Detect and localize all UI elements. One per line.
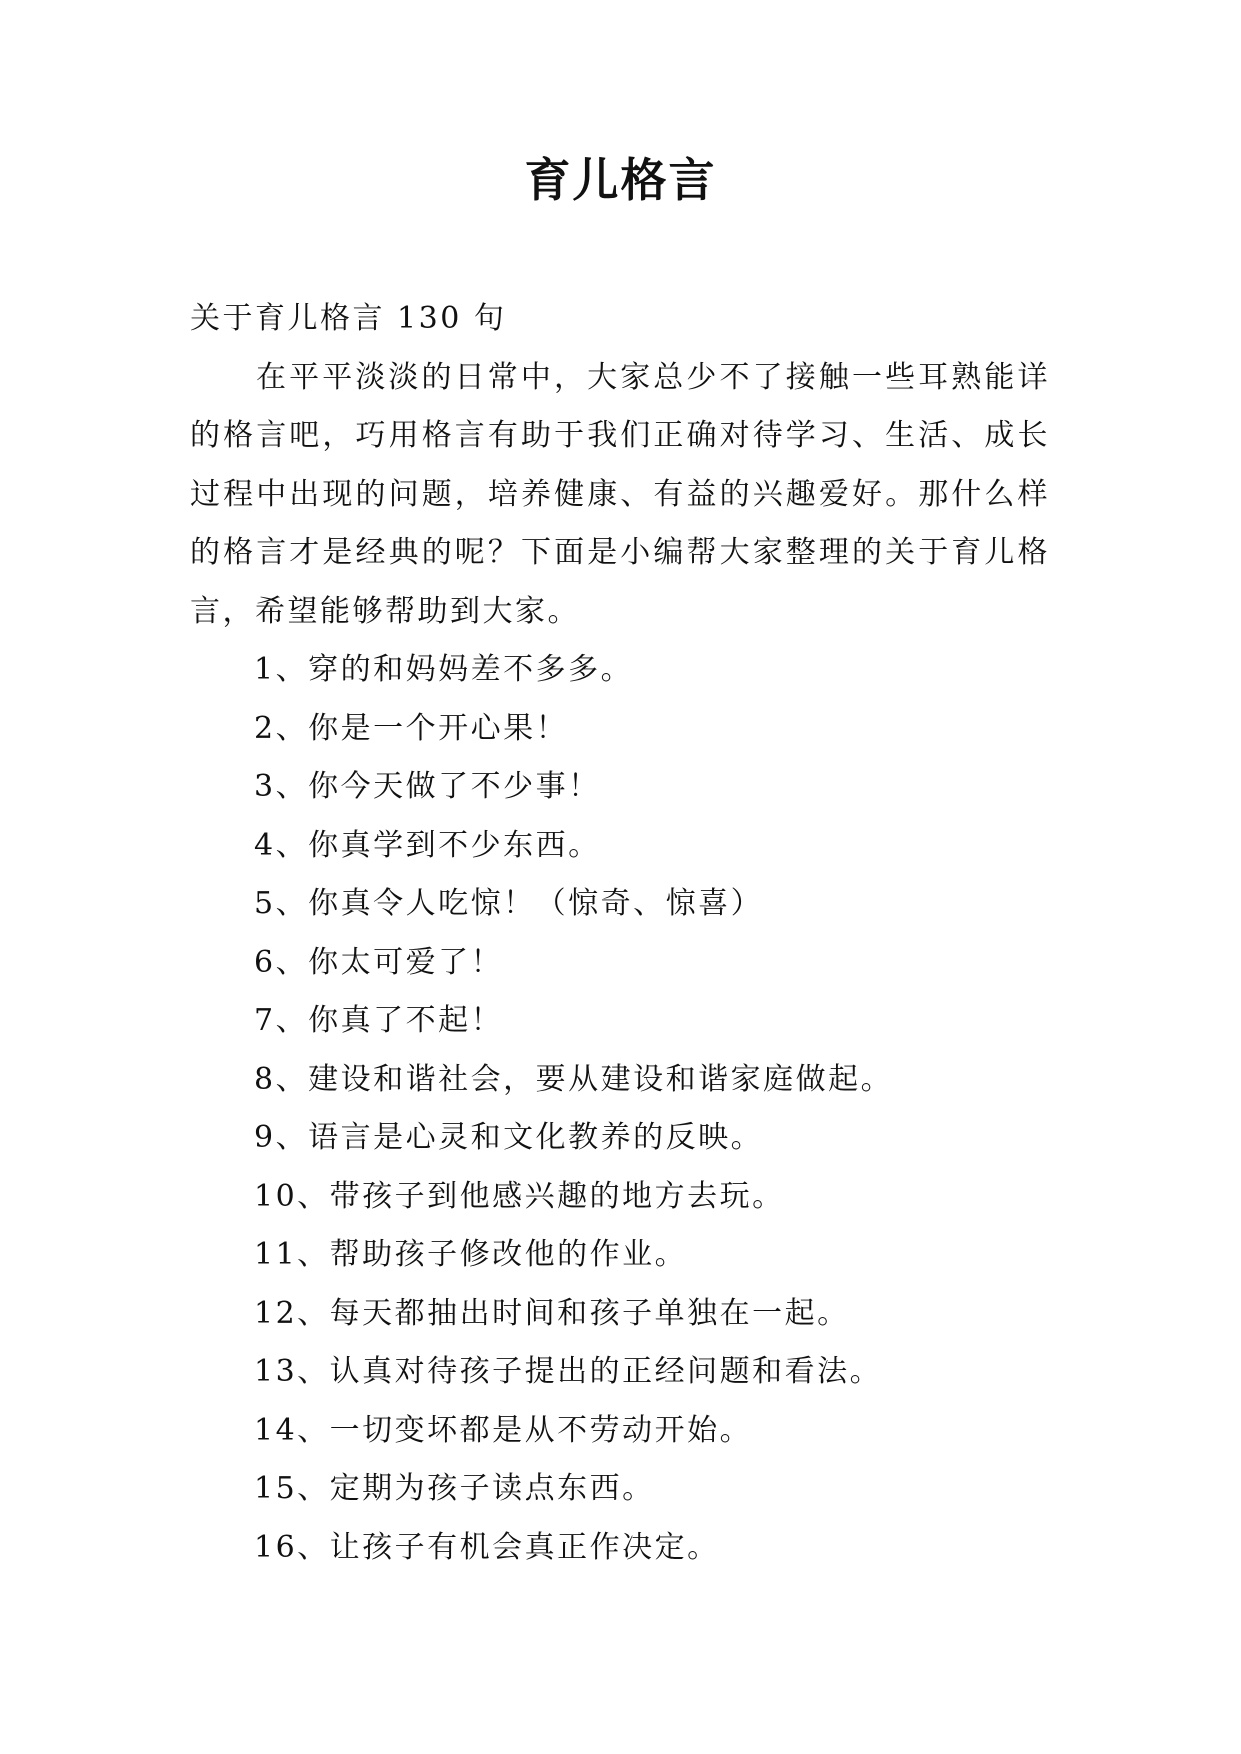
intro-paragraph: 在平平淡淡的日常中，大家总少不了接触一些耳熟能详的格言吧，巧用格言有助于我们正确对待学习、生活、成长过程中出现的问题，培养健康、有益的兴趣爱好。那什么样的格言才是经典的呢？下面是小编帮大家整理的关于育儿格言，希望能够帮助到大家。 bbox=[190, 359, 1050, 629]
list-item: 12、每天都抽出时间和孩子单独在一起。 bbox=[254, 1295, 850, 1331]
document-body bbox=[190, 290, 1050, 1577]
maxim-list bbox=[190, 641, 1050, 1577]
list-item: 6、你太可爱了！ bbox=[254, 944, 504, 980]
list-item: 16、让孩子有机会真正作决定。 bbox=[254, 1529, 720, 1565]
list-item: 11、帮助孩子修改他的作业。 bbox=[254, 1237, 688, 1272]
list-item: 2、你是一个开心果！ bbox=[254, 710, 569, 746]
list-item: 10、带孩子到他感兴趣的地方去玩。 bbox=[254, 1178, 785, 1214]
list-item: 1、穿的和妈妈差不多多。 bbox=[254, 652, 634, 687]
list-item: 7、你真了不起！ bbox=[254, 1003, 504, 1038]
list-item: 13、认真对待孩子提出的正经问题和看法。 bbox=[254, 1354, 883, 1389]
list-item: 3、你今天做了不少事！ bbox=[254, 769, 601, 804]
document-title: 育儿格言 bbox=[524, 153, 717, 207]
list-item: 14、一切变坏都是从不劳动开始。 bbox=[254, 1412, 753, 1448]
list-item: 5、你真令人吃惊！（惊奇、惊喜） bbox=[254, 886, 764, 921]
list-item: 9、语言是心灵和文化教养的反映。 bbox=[254, 1120, 764, 1155]
list-item: 15、定期为孩子读点东西。 bbox=[254, 1471, 655, 1506]
list-item: 4、你真学到不少东西。 bbox=[254, 827, 601, 863]
document-subtitle: 关于育儿格言 130 句 bbox=[190, 301, 507, 336]
list-item: 8、建设和谐社会，要从建设和谐家庭做起。 bbox=[254, 1061, 894, 1097]
